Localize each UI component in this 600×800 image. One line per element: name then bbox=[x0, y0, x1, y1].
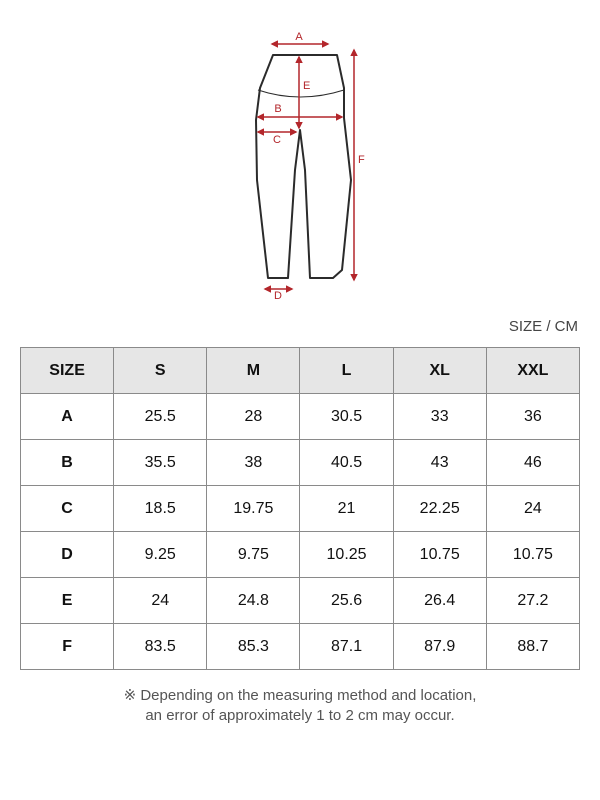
header-cell: M bbox=[207, 348, 300, 394]
row-label: B bbox=[21, 440, 114, 486]
table-cell: 27.2 bbox=[486, 578, 579, 624]
header-cell: S bbox=[114, 348, 207, 394]
table-cell: 35.5 bbox=[114, 440, 207, 486]
table-cell: 21 bbox=[300, 486, 393, 532]
footnote-line-2: an error of approximately 1 to 2 cm may occur. bbox=[145, 707, 455, 724]
table-cell: 38 bbox=[207, 440, 300, 486]
table-cell: 83.5 bbox=[114, 624, 207, 670]
table-cell: 46 bbox=[486, 440, 579, 486]
table-cell: 10.25 bbox=[300, 532, 393, 578]
row-label: C bbox=[21, 486, 114, 532]
measurement-footnote bbox=[0, 686, 600, 726]
table-row bbox=[21, 578, 580, 624]
table-cell: 33 bbox=[393, 394, 486, 440]
measure-a-label: A bbox=[295, 31, 303, 43]
size-chart-table bbox=[20, 347, 580, 670]
unit-label: SIZE / CM bbox=[508, 318, 578, 335]
footnote-line-1: ※ Depending on the measuring method and location, bbox=[123, 687, 477, 704]
table-cell: 22.25 bbox=[393, 486, 486, 532]
header-cell: L bbox=[300, 348, 393, 394]
table-row bbox=[21, 486, 580, 532]
table-cell: 24 bbox=[114, 578, 207, 624]
measure-c-label: C bbox=[273, 134, 281, 146]
table-header-row bbox=[21, 348, 580, 394]
table-cell: 9.75 bbox=[207, 532, 300, 578]
table-cell: 36 bbox=[486, 394, 579, 440]
row-label: A bbox=[21, 394, 114, 440]
table-cell: 87.1 bbox=[300, 624, 393, 670]
table-cell: 87.9 bbox=[393, 624, 486, 670]
table-cell: 19.75 bbox=[207, 486, 300, 532]
measure-d-label: D bbox=[274, 290, 282, 302]
row-label: F bbox=[21, 624, 114, 670]
measure-f-label: F bbox=[358, 154, 365, 166]
table-row bbox=[21, 394, 580, 440]
table-cell: 24 bbox=[486, 486, 579, 532]
table-cell: 25.6 bbox=[300, 578, 393, 624]
table-cell: 24.8 bbox=[207, 578, 300, 624]
table-cell: 10.75 bbox=[393, 532, 486, 578]
header-cell: XL bbox=[393, 348, 486, 394]
header-cell: XXL bbox=[486, 348, 579, 394]
row-label: D bbox=[21, 532, 114, 578]
table-cell: 25.5 bbox=[114, 394, 207, 440]
header-cell: SIZE bbox=[21, 348, 114, 394]
row-label: E bbox=[21, 578, 114, 624]
table-cell: 10.75 bbox=[486, 532, 579, 578]
table-cell: 88.7 bbox=[486, 624, 579, 670]
table-row bbox=[21, 624, 580, 670]
table-cell: 30.5 bbox=[300, 394, 393, 440]
measure-b-label: B bbox=[274, 103, 282, 115]
table-cell: 18.5 bbox=[114, 486, 207, 532]
table-row bbox=[21, 532, 580, 578]
table-row bbox=[21, 440, 580, 486]
table-cell: 9.25 bbox=[114, 532, 207, 578]
table-cell: 85.3 bbox=[207, 624, 300, 670]
table-cell: 28 bbox=[207, 394, 300, 440]
table-cell: 26.4 bbox=[393, 578, 486, 624]
leggings-measurement-diagram bbox=[0, 0, 600, 310]
table-cell: 43 bbox=[393, 440, 486, 486]
measure-e-label: E bbox=[303, 80, 311, 92]
table-cell: 40.5 bbox=[300, 440, 393, 486]
